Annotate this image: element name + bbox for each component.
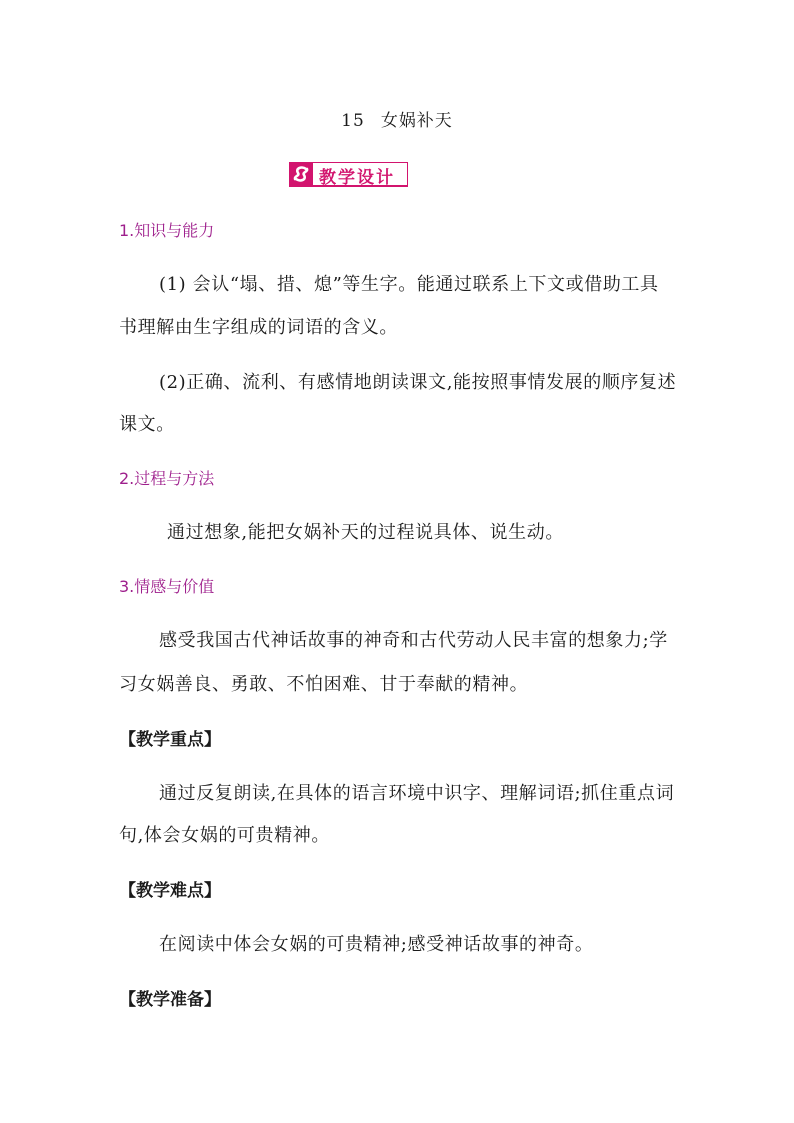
paragraph-line: (2)正确、流利、有感情地朗读课文,能按照事情发展的顺序复述 bbox=[159, 372, 677, 393]
paragraph-line: 通过想象,能把女娲补天的过程说具体、说生动。 bbox=[167, 522, 564, 543]
lesson-number: 15 bbox=[341, 111, 365, 131]
paragraph-line: 感受我国古代神话故事的神奇和古代劳动人民丰富的想象力;学 bbox=[159, 630, 668, 651]
paragraph-line: 通过反复朗读,在具体的语言环境中识字、理解词语;抓住重点词 bbox=[159, 783, 675, 804]
paragraph-line: 在阅读中体会女娲的可贵精神;感受神话故事的神奇。 bbox=[159, 934, 594, 955]
paragraph-line: 课文。 bbox=[119, 414, 175, 435]
difficulties-heading: 【教学难点】 bbox=[119, 881, 221, 901]
paragraph-line: 句,体会女娲的可贵精神。 bbox=[119, 825, 330, 846]
lesson-title: 女娲补天 bbox=[380, 111, 453, 131]
key-points-heading: 【教学重点】 bbox=[119, 730, 221, 750]
teaching-design-banner bbox=[289, 162, 410, 186]
page-title bbox=[0, 106, 794, 131]
section-heading-process: 2.过程与方法 bbox=[119, 469, 215, 488]
s-logo-icon bbox=[289, 162, 313, 186]
paragraph-line: 书理解由生字组成的词语的含义。 bbox=[119, 317, 398, 338]
preparation-heading: 【教学准备】 bbox=[119, 990, 221, 1010]
paragraph-line: (1) 会认“塌、措、熄”等生字。能通过联系上下文或借助工具 bbox=[159, 274, 659, 295]
section-heading-knowledge: 1.知识与能力 bbox=[119, 221, 215, 240]
paragraph-line: 习女娲善良、勇敢、不怕困难、甘于奉献的精神。 bbox=[119, 674, 529, 695]
section-heading-emotion: 3.情感与价值 bbox=[119, 577, 215, 596]
banner-label: 教学设计 bbox=[319, 168, 395, 188]
